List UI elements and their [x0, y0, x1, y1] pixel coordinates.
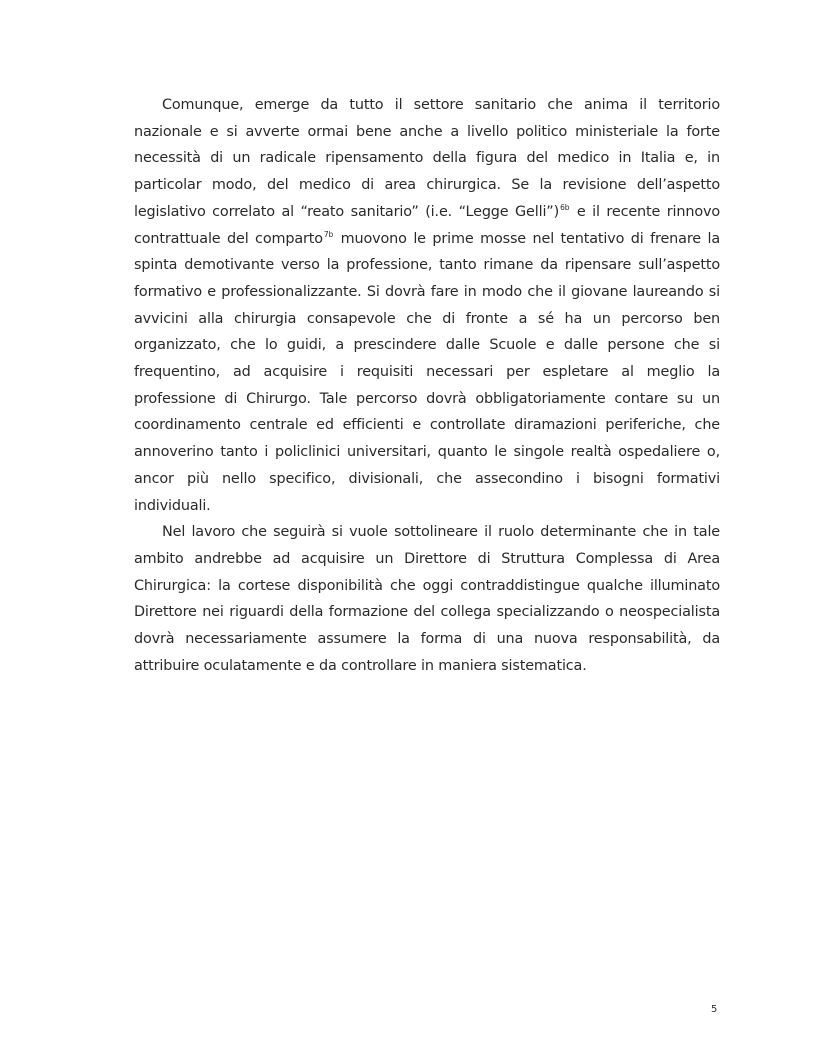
footnote-ref-7b: 7b	[323, 229, 334, 239]
body-text	[134, 92, 720, 679]
footnote-ref-6b: 6b	[560, 202, 570, 212]
paragraph-1-part-1: Comunque, emerge da tutto il settore sanitario che anima il territorio nazionale e si avverte ormai bene anche a livello politico ministeriale la forte necessità di un radicale ripensamento della figura del medico in Italia e, in particolar modo, del medico di area chirurgica. Se la revisione dell’aspetto legislativo correlato al “reato sanitario” (i.e. “Legge Gelli”)	[134, 97, 720, 220]
paragraph-1-part-3: muovono le prime mosse nel tentativo di frenare la spinta demotivante verso la professione, tanto rimane da ripensare sull’aspetto formativo e professionalizzante. Si dovrà fare in modo che il giovane laureando si avvicini alla chirurgia consapevole che di fronte a sé ha un percorso ben organizzato, che lo guidi, a prescindere dalle Scuole e dalle persone che si frequentino, ad acquisire i requisiti necessari per espletare al meglio la professione di Chirurgo. Tale percorso dovrà obbligatoriamente contare su un coordinamento centrale ed efficienti e controllate diramazioni periferiche, che annoverino tanto i policlinici universitari, quanto le singole realtà ospedaliere o, ancor più nello specifico, divisionali, che assecondino i bisogni formativi individuali.	[134, 230, 721, 514]
paragraph-1-part-2: e il recente rinnovo contrattuale del comparto	[134, 203, 720, 247]
page-number: 5	[711, 1004, 718, 1015]
paragraph-1	[134, 92, 720, 519]
paragraph-2: Nel lavoro che seguirà si vuole sottolineare il ruolo determinante che in tale ambito andrebbe ad acquisire un Direttore di Struttura Complessa di Area Chirurgica: la cortese disponibilità che oggi contraddistingue qualche illuminato Direttore nei riguardi della formazione del collega specializzando o neospecialista dovrà necessariamente assumere la forma di una nuova responsabilità, da attribuire oculatamente e da controllare in maniera sistematica.	[134, 524, 720, 674]
